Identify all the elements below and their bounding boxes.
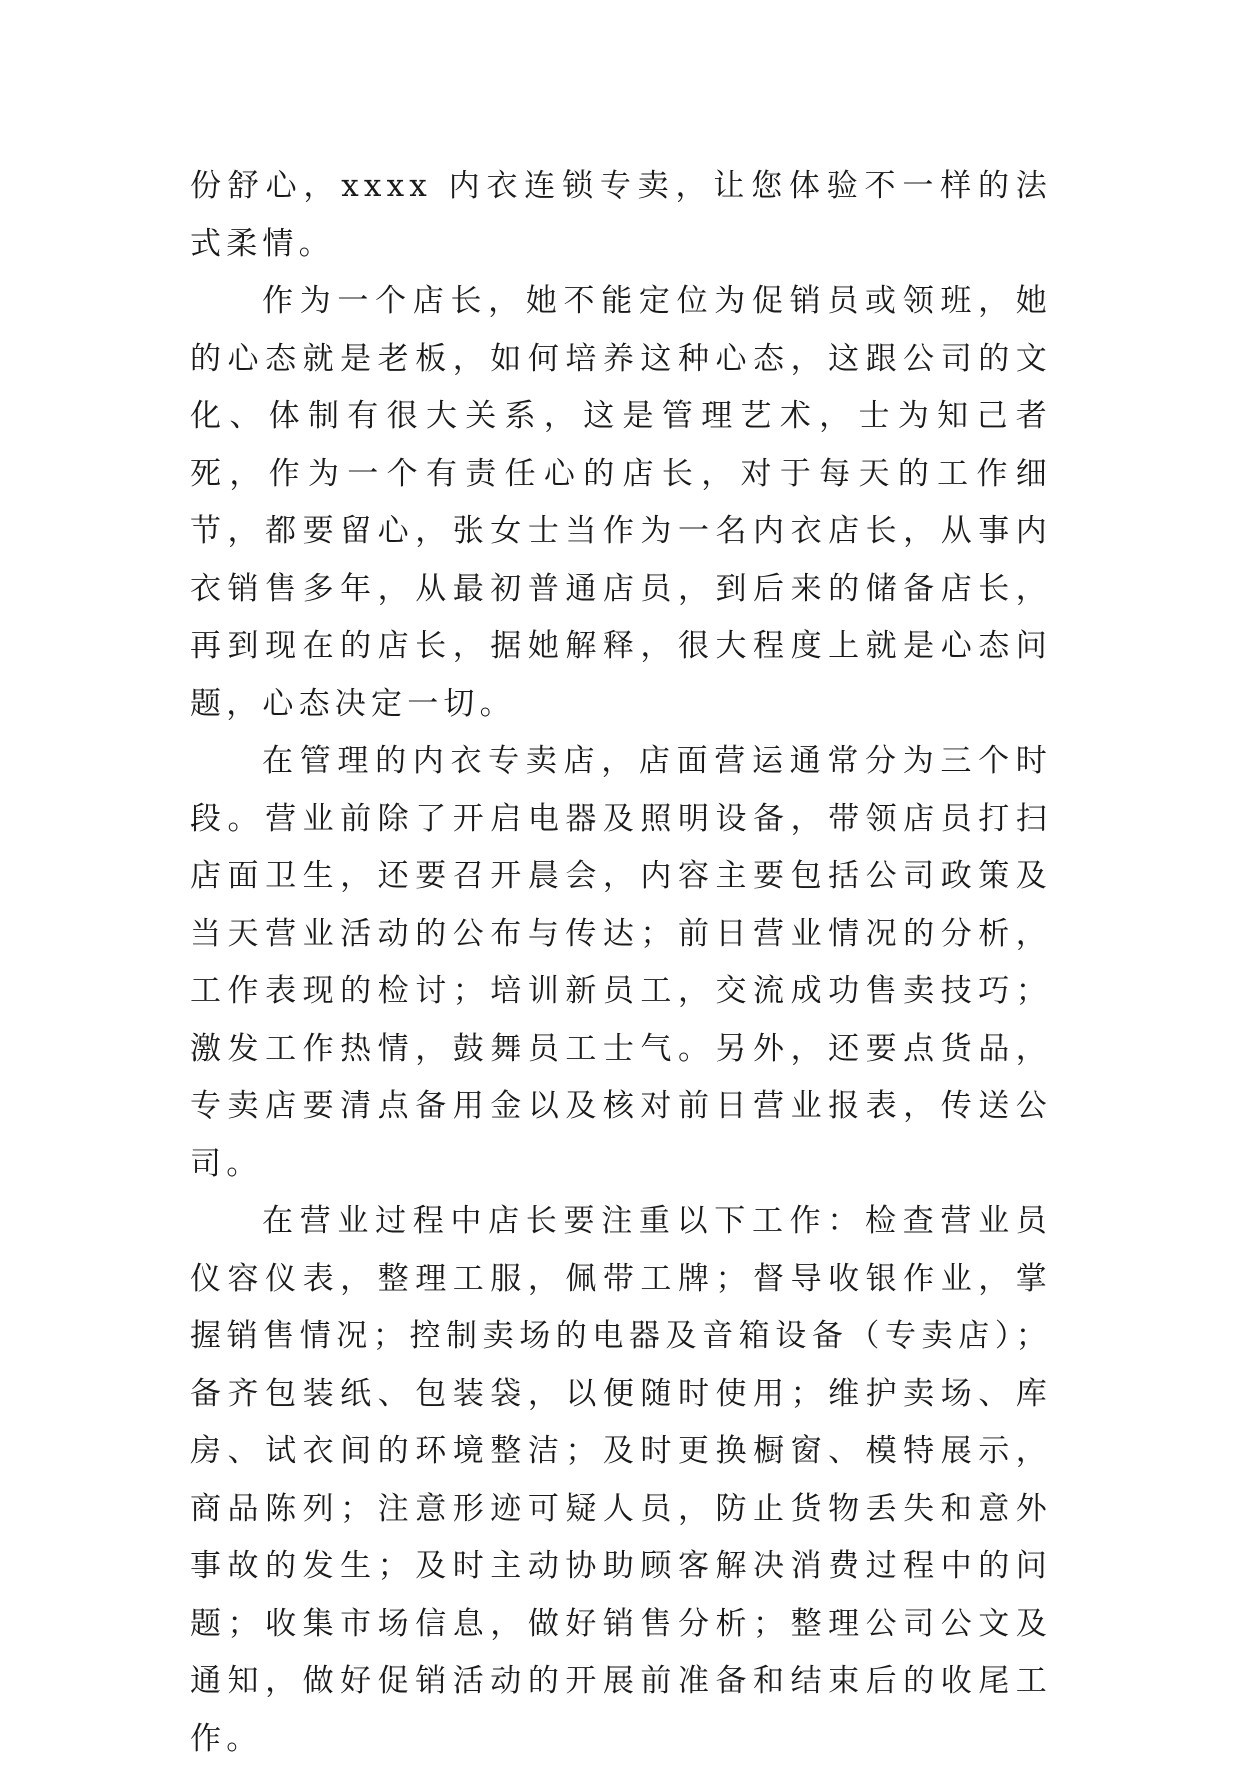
- paragraph-business-hours-duties: 在营业过程中店长要注重以下工作：检查营业员仪容仪表，整理工服，佩带工牌；督导收银作业，掌握销售情况；控制卖场的电器及音箱设备（专卖店）；备齐包装纸、包装袋，以便随时使用；维护卖场、库房、试衣间的环境整洁；及时更换橱窗、模特展示，商品陈列；注意形迹可疑人员，防止货物丢失和意外事故的发生；及时主动协助顾客解决消费过程中的问题；收集市场信息，做好销售分析；整理公司公文及通知，做好促销活动的开展前准备和结束后的收尾工作。: [190, 1203, 1052, 1757]
- paragraph-store-manager-mindset: 作为一个店长，她不能定位为促销员或领班，她的心态就是老板，如何培养这种心态，这跟公司的文化、体制有很大关系，这是管理艺术，士为知己者死，作为一个有责任心的店长，对于每天的工作细节，都要留心，张女士当作为一名内衣店长，从事内衣销售多年，从最初普通店员，到后来的储备店长，再到现在的店长，据她解释，很大程度上就是心态问题，心态决定一切。: [190, 283, 1052, 722]
- paragraph-pre-opening-duties: 在管理的内衣专卖店，店面营运通常分为三个时段。营业前除了开启电器及照明设备，带领店员打扫店面卫生，还要召开晨会，内容主要包括公司政策及当天营业活动的公布与传达；前日营业情况的分析，工作表现的检讨；培训新员工，交流成功售卖技巧；激发工作热情，鼓舞员工士气。另外，还要点货品，专卖店要清点备用金以及核对前日营业报表，传送公司。: [190, 743, 1052, 1182]
- paragraph-continuation: 份舒心，xxxx 内衣连锁专卖，让您体验不一样的法式柔情。: [190, 168, 1052, 262]
- document-body: [190, 158, 1052, 1768]
